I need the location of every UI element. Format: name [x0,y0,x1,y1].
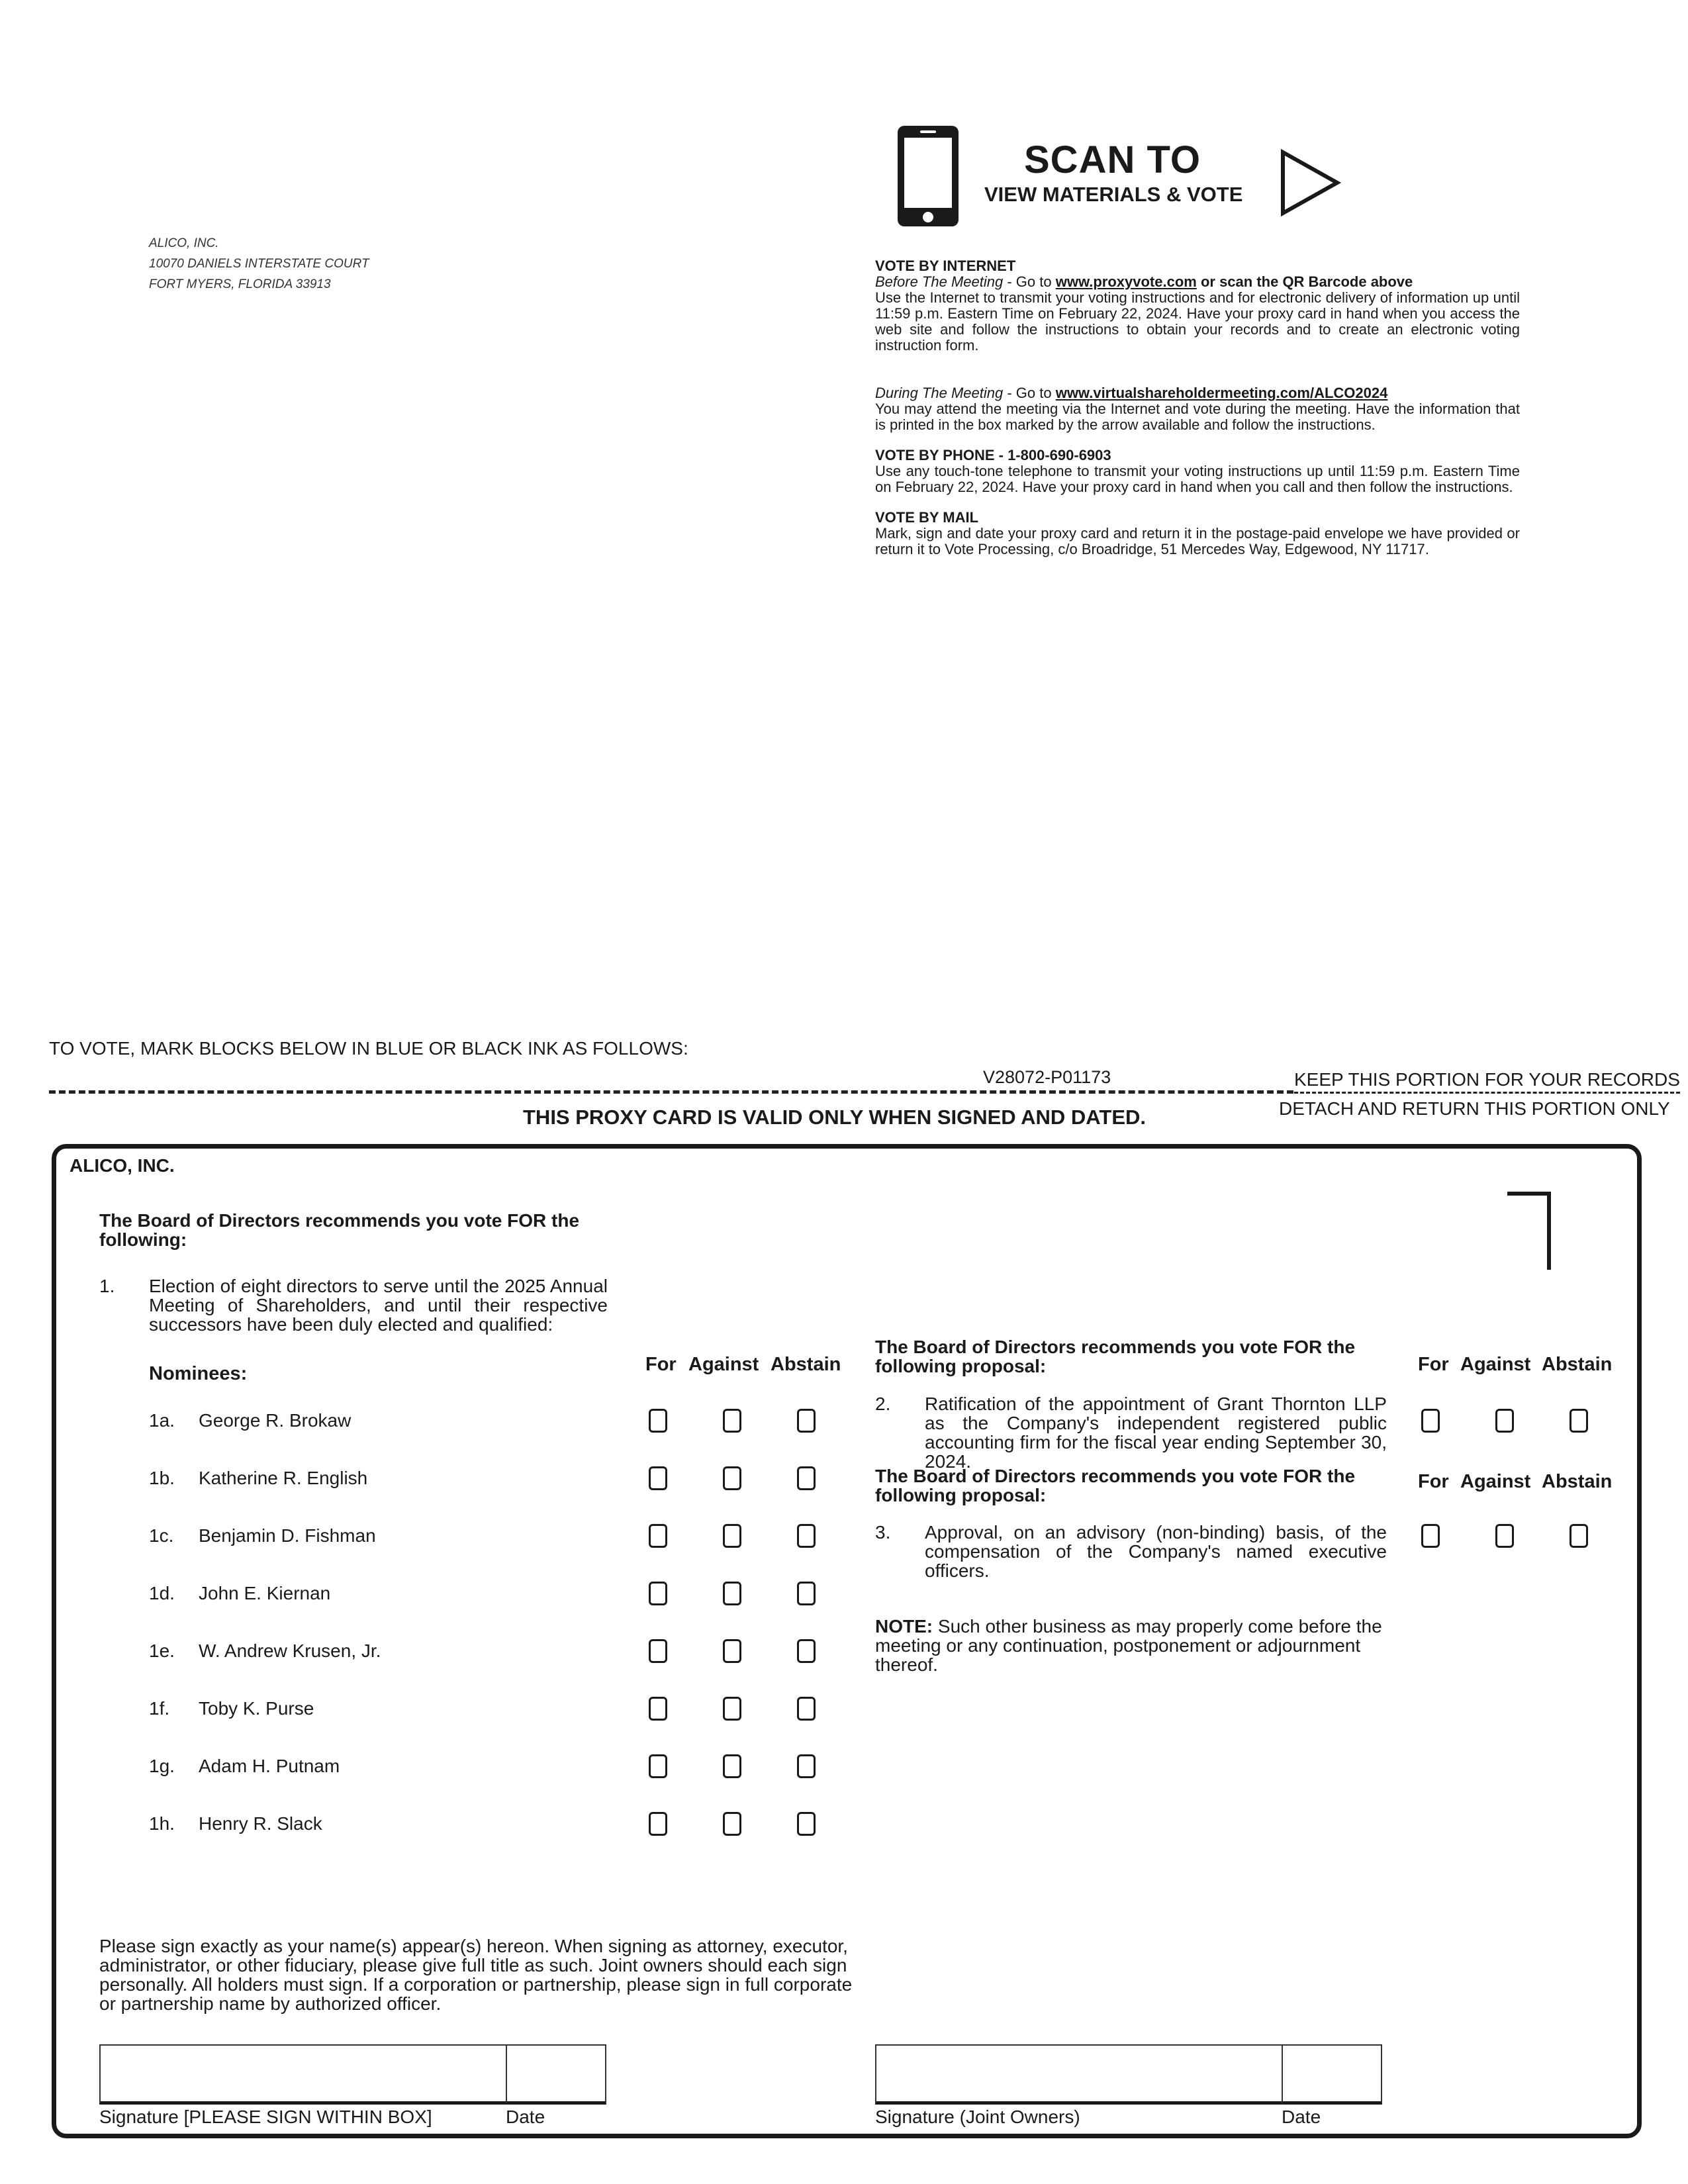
before-rest: or scan the QR Barcode above [1196,273,1413,290]
nominee-name: W. Andrew Krusen, Jr. [199,1640,381,1661]
nominee-id: 1a. [149,1410,175,1431]
col-for-3: For [1418,1471,1449,1492]
nominee-1b-abstain-checkbox[interactable] [797,1466,816,1490]
sign-instructions: Please sign exactly as your name(s) appear(s) hereon. When signing as attorney, executor, administrator, or other fiduciary, please give full title as such. Joint owners should each sign personally. All holders must sign. If a corporation or partnership, please sign in full corporate or partnership name by authorized officer. [99,1936,853,2014]
nominee-name: John E. Kiernan [199,1583,331,1603]
nominee-id: 1g. [149,1756,175,1776]
during-label: During The Meeting [875,385,1004,401]
nominee-1c-for-checkbox[interactable] [649,1524,667,1548]
control-number: V28072-P01173 [983,1067,1111,1087]
proposal3-abstain-checkbox[interactable] [1570,1524,1588,1548]
proposal2-abstain-checkbox[interactable] [1570,1409,1588,1433]
return-company: ALICO, INC. [149,236,219,250]
date-label: Date [506,2107,545,2127]
return-city: FORT MYERS, FLORIDA 33913 [149,277,331,291]
proposal2-against-checkbox[interactable] [1495,1409,1514,1433]
nominee-1e-for-checkbox[interactable] [649,1639,667,1663]
date-box[interactable] [506,2044,606,2105]
nominee-1e-against-checkbox[interactable] [723,1639,741,1663]
proposal3-header: The Board of Directors recommends you vote FOR the following proposal: [875,1466,1356,1505]
voting-instructions [875,258,1520,557]
nominee-name: Toby K. Purse [199,1698,314,1719]
nominee-1h-for-checkbox[interactable] [649,1812,667,1836]
item1-number: 1. [99,1276,115,1296]
virtual-meeting-link[interactable]: www.virtualshareholdermeeting.com/ALCO2024 [1055,385,1388,401]
joint-signature-box[interactable] [875,2044,1283,2105]
play-arrow-icon [1279,148,1342,217]
before-label: Before The Meeting [875,273,1004,290]
proposal3-for-checkbox[interactable] [1421,1524,1440,1548]
nominee-1e-abstain-checkbox[interactable] [797,1639,816,1663]
phone-text: Use any touch-tone telephone to transmit your voting instructions up until 11:59 p.m. Eastern Time on February 22, 2024. Have your proxy card in hand when you call and then follow the instructions. [875,463,1520,495]
nominee-1g-against-checkbox[interactable] [723,1754,741,1778]
nominee-1b-against-checkbox[interactable] [723,1466,741,1490]
return-address [149,233,369,295]
nominee-1d-against-checkbox[interactable] [723,1582,741,1605]
col-for-1: For [645,1354,677,1375]
proposal3-against-checkbox[interactable] [1495,1524,1514,1548]
mail-text: Mark, sign and date your proxy card and return it in the postage-paid envelope we have provided or return it to Vote Processing, c/o Broadridge, 51 Mercedes Way, Edgewood, NY 11717. [875,525,1520,557]
proxyvote-link[interactable]: www.proxyvote.com [1055,273,1197,290]
phone-heading: VOTE BY PHONE - 1-800-690-6903 [875,447,1111,463]
nominee-1c-abstain-checkbox[interactable] [797,1524,816,1548]
col-for-2: For [1418,1354,1449,1375]
during-go: - Go to [1003,385,1056,401]
nominee-name: Henry R. Slack [199,1813,322,1834]
nominee-1h-against-checkbox[interactable] [723,1812,741,1836]
board-recommendation: The Board of Directors recommends you vote FOR the following: [99,1210,580,1250]
detach-return-label: DETACH AND RETURN THIS PORTION ONLY [1279,1098,1670,1119]
col-abstain-1: Abstain [771,1354,841,1375]
nominee-name: Katherine R. English [199,1468,368,1488]
nominee-id: 1d. [149,1583,175,1603]
corner-mark [1507,1192,1551,1270]
nominee-1c-against-checkbox[interactable] [723,1524,741,1548]
smartphone-icon [895,123,961,229]
mail-heading: VOTE BY MAIL [875,509,979,526]
proposal3-number: 3. [875,1522,891,1543]
proposal2-number: 2. [875,1394,891,1414]
joint-signature-label: Signature (Joint Owners) [875,2107,1080,2127]
col-abstain-3: Abstain [1542,1471,1613,1492]
nominee-name: Benjamin D. Fishman [199,1525,376,1546]
note [875,1617,1387,1674]
before-meeting-line [875,274,1520,290]
nominee-1h-abstain-checkbox[interactable] [797,1812,816,1836]
nominee-id: 1f. [149,1698,170,1719]
nominee-id: 1e. [149,1640,175,1661]
nominee-1b-for-checkbox[interactable] [649,1466,667,1490]
nominee-1f-for-checkbox[interactable] [649,1697,667,1721]
proposal2-for-checkbox[interactable] [1421,1409,1440,1433]
proposal2-header: The Board of Directors recommends you vote FOR the following proposal: [875,1337,1356,1376]
before-go: - Go to [1003,273,1056,290]
keep-portion-label: KEEP THIS PORTION FOR YOUR RECORDS [1294,1069,1680,1094]
nominee-id: 1h. [149,1813,175,1834]
scan-title: SCAN TO [1024,138,1201,181]
internet-heading: VOTE BY INTERNET [875,258,1016,274]
joint-date-label: Date [1282,2107,1321,2127]
col-abstain-2: Abstain [1542,1354,1613,1375]
joint-date-box[interactable] [1282,2044,1382,2105]
note-text: Such other business as may properly come before the meeting or any continuation, postponement or adjournment thereof. [875,1616,1382,1675]
during-text: You may attend the meeting via the Internet and vote during the meeting. Have the information that is printed in the box marked by the arrow available and follow the instructions. [875,401,1520,433]
proposal2-text: Ratification of the appointment of Grant Thornton LLP as the Company's independent registered public accounting firm for the fiscal year ending September 30, 2024. [925,1394,1387,1472]
nominee-1a-against-checkbox[interactable] [723,1409,741,1433]
nominee-id: 1b. [149,1468,175,1488]
detach-line [49,1090,1293,1094]
nominee-1g-abstain-checkbox[interactable] [797,1754,816,1778]
nominee-1d-abstain-checkbox[interactable] [797,1582,816,1605]
card-company: ALICO, INC. [70,1155,175,1176]
return-street: 10070 DANIELS INTERSTATE COURT [149,257,369,271]
scan-to-vote-banner[interactable] [895,123,1358,229]
valid-notice: THIS PROXY CARD IS VALID ONLY WHEN SIGNED AND DATED. [523,1106,1147,1129]
nominee-name: Adam H. Putnam [199,1756,340,1776]
nominee-1f-abstain-checkbox[interactable] [797,1697,816,1721]
col-against-3: Against [1460,1471,1531,1492]
signature-box[interactable] [99,2044,507,2105]
col-against-1: Against [688,1354,759,1375]
to-vote-instruction: TO VOTE, MARK BLOCKS BELOW IN BLUE OR BLACK INK AS FOLLOWS: [49,1038,688,1059]
note-label: NOTE: [875,1616,933,1637]
during-meeting-line [875,385,1520,401]
nominee-name: George R. Brokaw [199,1410,352,1431]
nominee-1f-against-checkbox[interactable] [723,1697,741,1721]
internet-text: Use the Internet to transmit your voting instructions and for electronic delivery of information up until 11:59 p.m. Eastern Time on February 22, 2024. Have your proxy card in hand when you access the web site and follow the instructions to obtain your records and to create an electronic voting instruction form. [875,289,1520,354]
scan-subtitle: VIEW MATERIALS & VOTE [984,183,1243,206]
nominee-1g-for-checkbox[interactable] [649,1754,667,1778]
nominee-1d-for-checkbox[interactable] [649,1582,667,1605]
nominee-1a-abstain-checkbox[interactable] [797,1409,816,1433]
nominees-label: Nominees: [149,1363,248,1384]
proposal3-text: Approval, on an advisory (non-binding) basis, of the compensation of the Company's named executive officers. [925,1522,1387,1581]
col-against-2: Against [1460,1354,1531,1375]
item1-text: Election of eight directors to serve until the 2025 Annual Meeting of Shareholders, and until their respective successors have been duly elected and qualified: [149,1276,608,1335]
signature-label: Signature [PLEASE SIGN WITHIN BOX] [99,2107,432,2127]
nominee-1a-for-checkbox[interactable] [649,1409,667,1433]
nominee-id: 1c. [149,1525,174,1546]
